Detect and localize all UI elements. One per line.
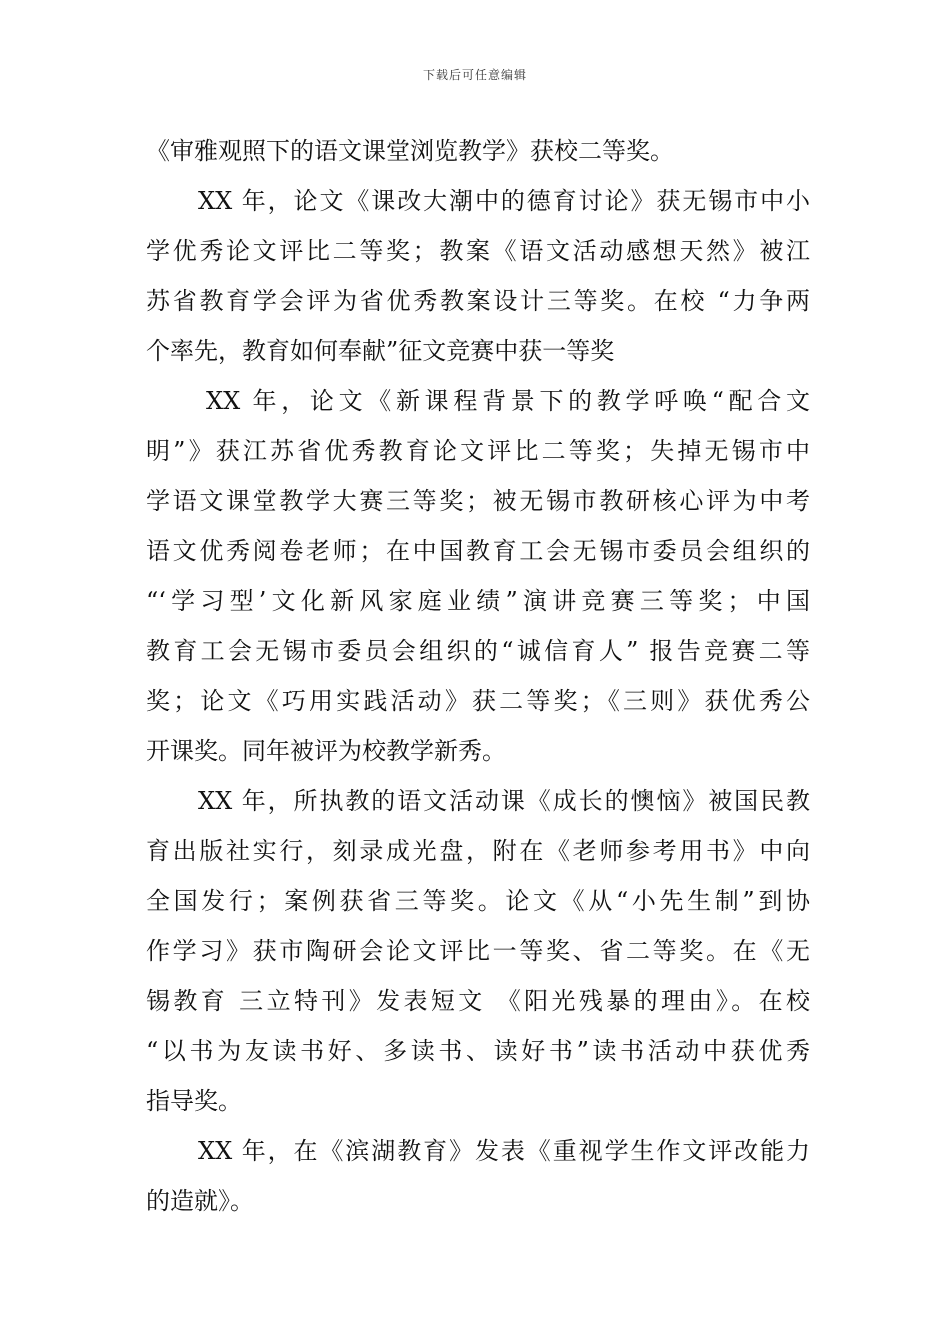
text-line: 的造就》。 xyxy=(146,1187,254,1215)
text-line: 全国发行；案例获省三等奖。论文《从“小先生制”到协 xyxy=(146,887,810,915)
text-line: XX 年，论文《课改大潮中的德育讨论》获无锡市中小 xyxy=(198,187,810,215)
text-line: 学优秀论文评比二等奖；教案《语文活动感想天然》被江 xyxy=(146,237,810,265)
paragraph-2 xyxy=(146,176,810,376)
text-line: 育出版社实行，刻录成光盘，附在《老师参考用书》中向 xyxy=(146,837,810,865)
text-line: XX 年，论文《新课程背景下的教学呼唤“配合文 xyxy=(206,387,810,415)
text-line: 指导奖。 xyxy=(146,1087,242,1115)
text-line: “以书为友读书好、多读书、读好书”读书活动中获优秀 xyxy=(146,1037,810,1065)
text-line: 语文优秀阅卷老师；在中国教育工会无锡市委员会组织的 xyxy=(146,537,810,565)
text-line: 个率先，教育如何奉献”征文竞赛中获一等奖 xyxy=(146,337,615,365)
text-line: 明”》获江苏省优秀教育论文评比二等奖；失掉无锡市中 xyxy=(146,437,810,465)
text-line: 奖；论文《巧用实践活动》获二等奖；《三则》获优秀公 xyxy=(146,687,810,715)
text-line: XX 年，所执教的语文活动课《成长的懊恼》被国民教 xyxy=(198,787,810,815)
document-body xyxy=(146,126,810,1226)
text-line: 《审雅观照下的语文课堂浏览教学》获校二等奖。 xyxy=(146,137,674,165)
text-line: 教育工会无锡市委员会组织的“诚信育人” 报告竞赛二等 xyxy=(146,637,810,665)
text-line: 作学习》获市陶研会论文评比一等奖、省二等奖。在《无 xyxy=(146,937,810,965)
text-line: 学语文课堂教学大赛三等奖；被无锡市教研核心评为中考 xyxy=(146,487,810,515)
text-line: 开课奖。同年被评为校教学新秀。 xyxy=(146,737,506,765)
paragraph-1 xyxy=(146,126,810,176)
text-line: XX 年，在《滨湖教育》发表《重视学生作文评改能力 xyxy=(198,1137,810,1165)
text-line: 苏省教育学会评为省优秀教案设计三等奖。在校 “力争两 xyxy=(146,287,810,315)
text-line: “‘学习型’文化新风家庭业绩”演讲竞赛三等奖；中国 xyxy=(146,587,810,615)
text-line: 锡教育 三立特刊》发表短文 《阳光残暴的理由》。在校 xyxy=(146,987,810,1015)
paragraph-5 xyxy=(146,1126,810,1226)
paragraph-4 xyxy=(146,776,810,1126)
paragraph-3 xyxy=(146,376,810,776)
page-header: 下载后可任意编辑 xyxy=(422,68,527,82)
